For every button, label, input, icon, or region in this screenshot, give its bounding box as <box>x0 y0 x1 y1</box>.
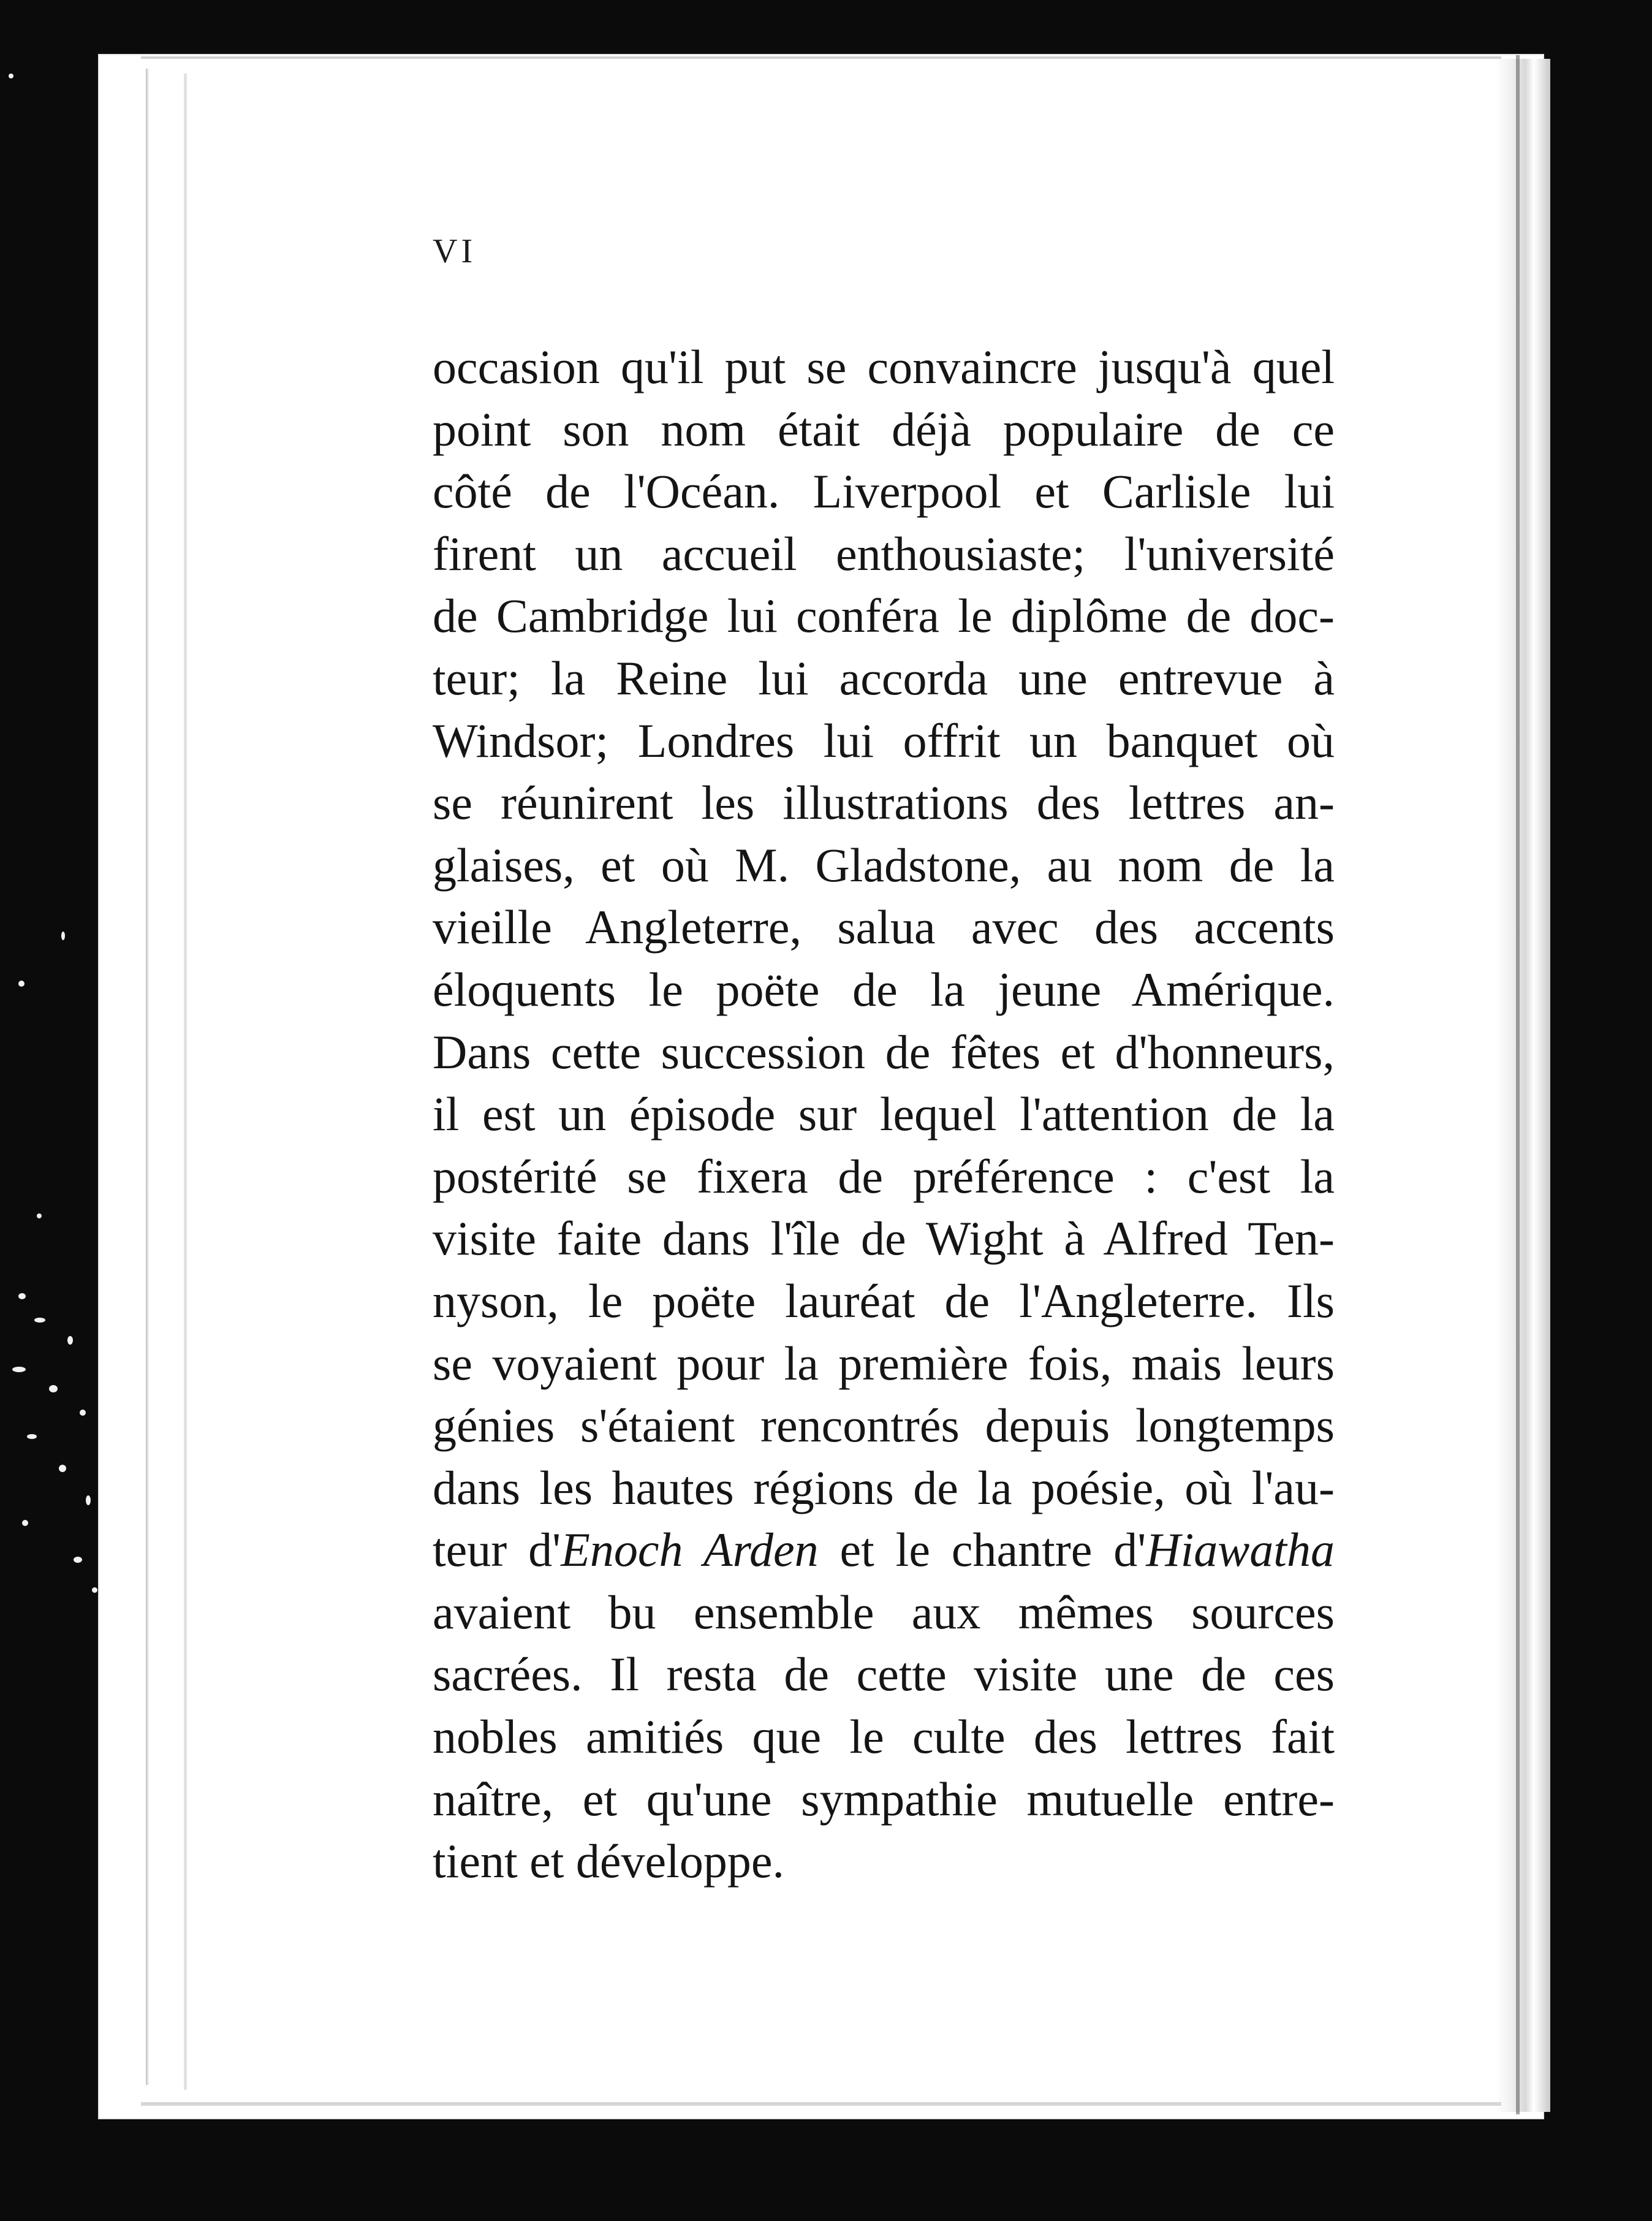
scan-speck <box>59 1465 66 1472</box>
text-line: Windsor; Londres lui offrit un banquet où <box>433 713 1335 767</box>
scan-speck <box>49 1385 58 1392</box>
scan-speck <box>27 1434 37 1439</box>
scan-speck <box>67 1336 73 1345</box>
page-binding-inner <box>184 74 187 2090</box>
text-line: point son nom était déjà populaire de ce <box>433 402 1335 456</box>
scan-speck <box>34 1318 45 1323</box>
text-line: sacrées. Il resta de cette visite une de ces <box>433 1647 1335 1701</box>
text-line: naître, et qu'une sympathie mutuelle entre- <box>433 1772 1335 1826</box>
scan-speck <box>12 1367 26 1372</box>
page-number: VI <box>433 232 477 270</box>
text-line: Dans cette succession de fêtes et d'honneurs, <box>433 1025 1335 1079</box>
page-right-edge <box>1495 59 1550 2112</box>
text-line: de Cambridge lui conféra le diplôme de doc- <box>433 589 1335 643</box>
body-text <box>433 336 1335 1893</box>
text-line: postérité se fixera de préférence : c'est la <box>433 1149 1335 1203</box>
text-line: glaises, et où M. Gladstone, au nom de la <box>433 838 1335 892</box>
scan-speck <box>37 1213 42 1218</box>
scan-speck <box>61 932 65 940</box>
text-line: vieille Angleterre, salua avec des accents <box>433 900 1335 954</box>
text-segment: teur d' <box>433 1523 561 1577</box>
text-line: nyson, le poëte lauréat de l'Angleterre. Ils <box>433 1274 1335 1327</box>
text-line: teur; la Reine lui accorda une entrevue à <box>433 651 1335 705</box>
scan-speck <box>18 981 25 987</box>
text-line: il est un épisode sur lequel l'attention de la <box>433 1087 1335 1141</box>
text-line: génies s'étaient rencontrés depuis longtemps <box>433 1399 1335 1452</box>
scan-speck <box>18 1293 26 1299</box>
text-line: se voyaient pour la première fois, mais leurs <box>433 1336 1335 1390</box>
scan-speck <box>92 1587 97 1593</box>
title-hiawatha: Hiawatha <box>1146 1523 1335 1577</box>
text-line: visite faite dans l'île de Wight à Alfred Ten- <box>433 1212 1335 1266</box>
text-line: avaient bu ensemble aux mêmes sources <box>433 1585 1335 1639</box>
scan-speck <box>9 74 13 78</box>
text-line: nobles amitiés que le culte des lettres fait <box>433 1710 1335 1764</box>
scan-speck <box>74 1557 82 1563</box>
page-bottom-edge <box>141 2102 1501 2106</box>
text-line-last: tient et développe. <box>433 1834 784 1888</box>
page-top-edge <box>141 56 1501 59</box>
scan-speck <box>86 1495 91 1505</box>
text-line: dans les hautes régions de la poésie, où l'au- <box>433 1460 1335 1514</box>
text-line-with-titles <box>433 1519 1335 1581</box>
page-right-fold <box>1516 55 1520 2114</box>
text-line: éloquents le poëte de la jeune Amérique. <box>433 962 1335 1016</box>
text-line: firent un accueil enthousiaste; l'université <box>433 526 1335 580</box>
scan-speck <box>22 1520 28 1526</box>
text-line: côté de l'Océan. Liverpool et Carlisle lui <box>433 465 1335 518</box>
text-segment: et le chantre d' <box>818 1523 1146 1577</box>
page-binding-left <box>146 69 151 2085</box>
title-enoch-arden: Enoch Arden <box>561 1523 819 1577</box>
scan-speck <box>80 1410 86 1416</box>
text-line: se réunirent les illustrations des lettres an- <box>433 776 1335 830</box>
text-line: occasion qu'il put se convaincre jusqu'à quel <box>433 340 1335 393</box>
